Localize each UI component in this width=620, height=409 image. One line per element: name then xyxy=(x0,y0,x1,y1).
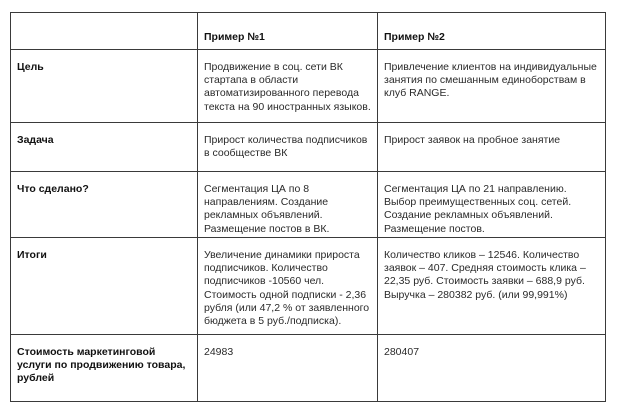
table-header-row xyxy=(11,13,606,50)
example-2-text: 280407 xyxy=(384,346,420,358)
example-1-text: Продвижение в соц. сети ВК стартапа в области автоматизированного перевода текста на 90 иностранных языков. xyxy=(204,61,371,113)
example-1-text: Прирост количества подписчиков в сообществе ВК xyxy=(204,134,368,160)
row-label: Что сделано? xyxy=(17,183,89,195)
comparison-table xyxy=(10,12,606,402)
row-label: Задача xyxy=(17,134,54,146)
example-1-cell xyxy=(198,172,378,238)
table-row-task xyxy=(11,123,606,172)
example-2-cell xyxy=(378,50,606,123)
example-1-cell xyxy=(198,50,378,123)
example-2-cell xyxy=(378,123,606,172)
row-label: Итоги xyxy=(17,249,47,261)
row-label-cell xyxy=(11,172,198,238)
example-2-text: Количество кликов – 12546. Количество заявок – 407. Средняя стоимость клика – 22,35 руб. Стоимость заявки – 688,9 руб. Выручка – 280382 руб. (или 99,991%) xyxy=(384,249,586,301)
header-corner-cell xyxy=(11,13,198,50)
row-label: Стоимость маркетинговой услуги по продвижению товара, рублей xyxy=(17,346,186,385)
example-1-cell xyxy=(198,123,378,172)
example-2-text: Прирост заявок на пробное занятие xyxy=(384,134,561,146)
row-label-cell xyxy=(11,335,198,402)
example-2-text: Сегментация ЦА по 21 направлению. Выбор преимущественных соц. сетей. Создание рекламных объявлений. Размещение постов. xyxy=(384,183,572,235)
header-example-1 xyxy=(198,13,378,50)
header-example-2 xyxy=(378,13,606,50)
table-row-cost xyxy=(11,335,606,402)
comparison-table-container xyxy=(10,12,605,402)
row-label-cell xyxy=(11,123,198,172)
example-2-cell xyxy=(378,238,606,335)
example-1-cell xyxy=(198,238,378,335)
example-2-cell xyxy=(378,172,606,238)
table-row-results xyxy=(11,238,606,335)
row-label-cell xyxy=(11,238,198,335)
header-example-2-label: Пример №2 xyxy=(384,31,445,44)
row-label-cell xyxy=(11,50,198,123)
table-row-goal xyxy=(11,50,606,123)
header-example-1-label: Пример №1 xyxy=(204,31,265,44)
example-2-text: Привлечение клиентов на индивидуальные занятия по смешанным единоборствам в клуб RANGE. xyxy=(384,61,597,100)
example-2-cell xyxy=(378,335,606,402)
example-1-text: Увеличение динамики прироста подписчиков. Количество подписчиков -10560 чел. Стоимость одной подписки - 2,36 рубля (или 47,2 % от заявленного бюджета в 5 руб./подписка). xyxy=(204,249,370,328)
example-1-text: Сегментация ЦА по 8 направлениям. Создание рекламных объявлений. Размещение постов в ВК. xyxy=(204,183,330,235)
table-row-done xyxy=(11,172,606,238)
row-label: Цель xyxy=(17,61,44,73)
example-1-cell xyxy=(198,335,378,402)
example-1-text: 24983 xyxy=(204,346,234,358)
